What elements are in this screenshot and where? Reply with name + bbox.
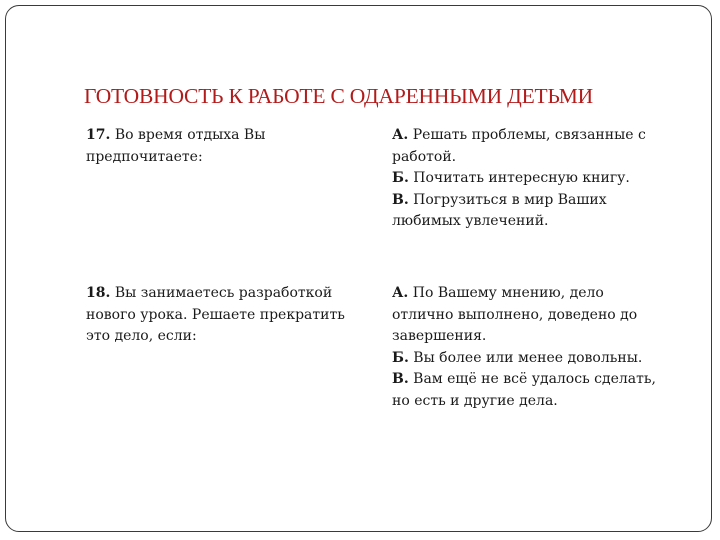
question-18 — [86, 283, 376, 348]
answer-line: но есть и другие дела. — [392, 392, 558, 409]
answer-line: А. По Вашему мнению, дело — [392, 285, 604, 301]
answer-line: В. Вам ещё не всё удалось сделать, — [392, 371, 656, 388]
answer-line: Б. Вы более или менее довольны. — [392, 349, 643, 366]
question-text-line: нового урока. Решаете прекратить — [86, 306, 345, 323]
answer-line: отлично выполнено, доведено до — [392, 306, 638, 323]
answer-line: В. Погрузиться в мир Ваших — [392, 191, 607, 208]
answer-label: Б. — [392, 349, 409, 366]
question-17 — [86, 125, 376, 168]
question-text-line: 17. Во время отдыха Вы — [86, 127, 266, 143]
answer-label: А. — [392, 127, 409, 143]
answers-17 — [392, 125, 692, 233]
answer-label: В. — [392, 371, 409, 388]
answers-18 — [392, 283, 692, 413]
question-number: 18. — [86, 285, 111, 301]
question-number: 17. — [86, 127, 111, 143]
answer-line: Б. Почитать интересную книгу. — [392, 170, 630, 187]
answer-label: А. — [392, 285, 409, 301]
page-title: ГОТОВНОСТЬ К РАБОТЕ С ОДАРЕННЫМИ ДЕТЬМИ — [84, 84, 593, 108]
question-text-line: 18. Вы занимаетесь разработкой — [86, 285, 333, 301]
answer-line: завершения. — [392, 328, 487, 345]
answer-label: Б. — [392, 170, 409, 187]
question-text-line: это дело, если: — [86, 328, 197, 345]
answer-line: А. Решать проблемы, связанные с — [392, 127, 646, 143]
slide — [5, 5, 712, 532]
answer-line: любимых увлечений. — [392, 213, 549, 230]
answer-label: В. — [392, 191, 409, 208]
answer-line: работой. — [392, 148, 457, 165]
question-text-line: предпочитаете: — [86, 148, 203, 165]
